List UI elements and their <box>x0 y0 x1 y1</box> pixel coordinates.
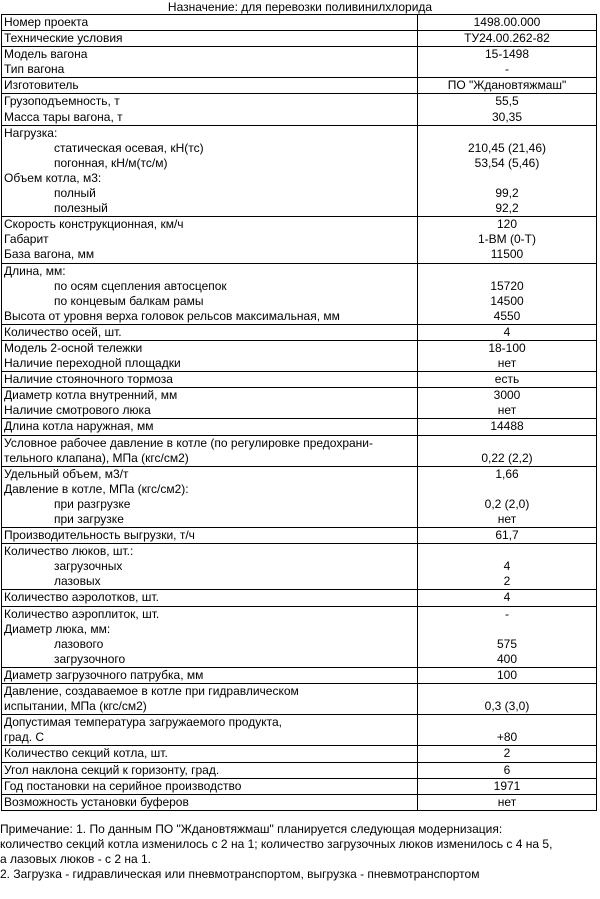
table-row <box>2 340 597 371</box>
notes-section <box>0 822 600 882</box>
spec-label: загрузочного <box>54 651 126 666</box>
spec-value-cell <box>418 778 597 794</box>
spec-value: 53,54 (5,46) <box>474 155 540 170</box>
table-row <box>2 47 597 78</box>
spec-label: Производительность выгрузки, т/ч <box>4 528 195 543</box>
spec-value-cell <box>418 667 597 683</box>
table-row <box>2 419 597 435</box>
spec-label: Количество осей, шт. <box>4 324 122 339</box>
spec-value: 55,5 <box>495 94 519 109</box>
spec-label-cell <box>2 544 418 590</box>
table-row <box>2 778 597 794</box>
spec-value: 210,45 (21,46) <box>467 140 547 155</box>
spec-label-cell <box>2 746 418 762</box>
spec-label-cell <box>2 94 418 125</box>
spec-label-cell <box>2 684 418 715</box>
spec-value: есть <box>494 372 520 387</box>
spec-label: Номер проекта <box>4 15 89 29</box>
spec-value-cell <box>418 715 597 746</box>
table-row <box>2 667 597 683</box>
spec-label-cell <box>2 419 418 435</box>
spec-label-cell <box>2 388 418 419</box>
spec-value-cell <box>418 684 597 715</box>
spec-value-cell <box>418 794 597 810</box>
spec-label-cell <box>2 778 418 794</box>
table-row <box>2 31 597 47</box>
spec-label-cell <box>2 15 418 31</box>
spec-value-cell <box>418 590 597 606</box>
spec-value: 14488 <box>490 419 524 434</box>
spec-value <box>420 171 594 186</box>
spec-label: Длина котла наружная, мм <box>4 419 154 434</box>
spec-label-cell <box>2 667 418 683</box>
spec-label: Условное рабочее давление в котле (по регулировке предохрани- <box>4 435 373 450</box>
spec-label: Давление в котле, МПа (кгс/см2): <box>4 481 189 496</box>
spec-value: +80 <box>496 730 518 745</box>
spec-label: град. С <box>4 730 45 745</box>
spec-value: 100 <box>496 667 518 682</box>
spec-label-cell <box>2 263 418 324</box>
spec-label: погонная, кН/м(тс/м) <box>54 155 168 170</box>
spec-value <box>420 684 594 699</box>
specs-table-body <box>2 15 597 811</box>
spec-label: Нагрузка: <box>4 125 58 140</box>
spec-value-cell <box>418 340 597 371</box>
spec-value: ПО "Ждановтяжмаш" <box>447 78 567 93</box>
spec-label: Диаметр загрузочного патрубка, мм <box>4 667 204 682</box>
spec-label: Наличие переходной площадки <box>4 356 181 371</box>
spec-label: База вагона, мм <box>4 247 95 262</box>
spec-label: Высота от уровня верха головок рельсов максимальная, мм <box>4 308 340 323</box>
spec-label: Тип вагона <box>4 62 65 77</box>
spec-value-cell <box>418 606 597 667</box>
spec-value: 400 <box>496 651 518 666</box>
spec-label: Угол наклона секций к горизонту, град. <box>4 762 220 777</box>
spec-value: 2 <box>503 574 511 589</box>
spec-label: Возможность установки буферов <box>4 794 189 809</box>
spec-value <box>420 715 594 730</box>
spec-label-cell <box>2 435 418 466</box>
table-row <box>2 544 597 590</box>
spec-label-cell <box>2 590 418 606</box>
spec-label-cell <box>2 606 418 667</box>
table-row <box>2 794 597 810</box>
spec-value: 6 <box>503 762 511 777</box>
spec-value <box>420 544 594 559</box>
spec-label: испытании, МПа (кгс/см2) <box>4 699 147 714</box>
spec-value: 18-100 <box>488 340 526 355</box>
spec-value: 61,7 <box>495 528 519 543</box>
spec-value-cell <box>418 419 597 435</box>
table-row <box>2 217 597 263</box>
table-row <box>2 466 597 527</box>
spec-value: 99,2 <box>495 186 519 201</box>
spec-value: 1498.00.000 <box>473 15 541 29</box>
spec-label: Модель вагона <box>4 47 88 62</box>
spec-value: 15-1498 <box>484 47 530 62</box>
spec-value: 14500 <box>490 293 524 308</box>
spec-label-cell <box>2 466 418 527</box>
spec-value-cell <box>418 372 597 388</box>
spec-value: 4550 <box>493 308 521 323</box>
table-row <box>2 388 597 419</box>
spec-value-cell <box>418 47 597 78</box>
spec-label: Давление, создаваемое в котле при гидравлическом <box>4 684 299 699</box>
spec-label: при разгрузке <box>54 496 131 511</box>
note-line: 2. Загрузка - гидравлическая или пневмотранспортом, выгрузка - пневмотранспортом <box>0 867 480 881</box>
spec-value: 92,2 <box>495 201 519 216</box>
table-row <box>2 15 597 31</box>
spec-value-cell <box>418 324 597 340</box>
spec-label: полный <box>54 186 96 201</box>
spec-value: 11500 <box>490 247 524 262</box>
spec-label: Масса тары вагона, т <box>4 109 123 124</box>
spec-value <box>420 482 594 497</box>
spec-label: лазовых <box>54 574 101 589</box>
table-row <box>2 435 597 466</box>
spec-value <box>420 264 594 279</box>
spec-value: 0,3 (3,0) <box>484 699 530 714</box>
spec-label: Количество аэролотков, шт. <box>4 590 159 605</box>
table-row <box>2 746 597 762</box>
spec-label: Наличие смотрового люка <box>4 403 151 418</box>
document-title: Назначение: для перевозки поливинилхлорида <box>167 0 433 14</box>
spec-value: нет <box>497 356 517 371</box>
spec-label-cell <box>2 528 418 544</box>
table-row <box>2 372 597 388</box>
spec-value: 120 <box>496 217 518 232</box>
table-row <box>2 590 597 606</box>
spec-label-cell <box>2 47 418 78</box>
spec-label: Диаметр люка, мм: <box>4 621 111 636</box>
table-row <box>2 715 597 746</box>
spec-label-cell <box>2 340 418 371</box>
spec-label: Грузоподъемность, т <box>4 94 120 109</box>
spec-value-cell <box>418 435 597 466</box>
spec-value-cell <box>418 388 597 419</box>
spec-value: 2 <box>503 746 511 761</box>
note-line: Примечание: 1. По данным ПО "Ждановтяжмаш" планируется следующая модернизация: <box>0 822 503 836</box>
spec-label: Удельный объем, м3/т <box>4 466 129 481</box>
spec-value-cell <box>418 31 597 47</box>
spec-value-cell <box>418 263 597 324</box>
spec-label: Длина, мм: <box>4 263 66 278</box>
spec-label: при загрузке <box>54 512 124 526</box>
spec-value-cell <box>418 125 597 217</box>
specs-table <box>1 14 597 811</box>
spec-label: по осям сцепления автосцепок <box>54 278 227 293</box>
spec-value: 4 <box>503 324 511 339</box>
spec-label: Год постановки на серийное производство <box>4 778 242 793</box>
table-row <box>2 94 597 125</box>
spec-label: полезный <box>54 201 108 216</box>
spec-label: Количество люков, шт.: <box>4 544 134 559</box>
spec-value: 575 <box>496 636 518 651</box>
note-line: а лазовых люков - с 2 на 1. <box>0 852 152 866</box>
spec-value-cell <box>418 94 597 125</box>
spec-label: Количество аэроплиток, шт. <box>4 606 160 621</box>
spec-value: - <box>505 62 509 77</box>
spec-value: 4 <box>503 590 511 605</box>
table-row <box>2 125 597 217</box>
spec-label-cell <box>2 372 418 388</box>
spec-label-cell <box>2 794 418 810</box>
spec-label-cell <box>2 217 418 263</box>
spec-value-cell <box>418 746 597 762</box>
spec-value <box>420 126 594 141</box>
spec-label-cell <box>2 31 418 47</box>
spec-label: Изготовитель <box>4 78 79 93</box>
spec-label: по концевым балкам рамы <box>54 293 204 308</box>
spec-value: 30,35 <box>491 109 523 124</box>
spec-label: Скорость конструкционная, км/ч <box>4 217 184 232</box>
spec-value: 0,2 (2,0) <box>484 496 530 511</box>
spec-label: статическая осевая, кН(тс) <box>54 140 204 155</box>
spec-label-cell <box>2 78 418 94</box>
spec-value-cell <box>418 15 597 31</box>
spec-value <box>420 622 594 637</box>
table-row <box>2 78 597 94</box>
spec-label-cell <box>2 324 418 340</box>
table-row <box>2 606 597 667</box>
spec-label: Диаметр котла внутренний, мм <box>4 388 178 403</box>
spec-value: 15720 <box>490 278 524 293</box>
spec-value-cell <box>418 544 597 590</box>
spec-value-cell <box>418 528 597 544</box>
spec-value-cell <box>418 217 597 263</box>
spec-value: - <box>505 606 509 621</box>
spec-value: 1971 <box>493 778 521 793</box>
spec-value <box>420 436 594 451</box>
note-line: количество секций котла изменилось с 2 на 1; количество загрузочных люков изменилось с 4 на 5, <box>0 837 553 851</box>
spec-label: загрузочных <box>54 559 123 574</box>
spec-value: нет <box>497 512 517 526</box>
spec-label: Допустимая температура загружаемого продукта, <box>4 715 282 730</box>
spec-value: нет <box>497 403 517 418</box>
spec-value: 4 <box>503 559 511 574</box>
spec-label: Наличие стояночного тормоза <box>4 372 173 387</box>
table-row <box>2 324 597 340</box>
spec-label: Технические условия <box>4 31 123 46</box>
spec-label: Объем котла, м3: <box>4 170 102 185</box>
table-row <box>2 684 597 715</box>
spec-label: лазового <box>54 636 104 651</box>
spec-label: Модель 2-осной тележки <box>4 340 143 355</box>
spec-label: Количество секций котла, шт. <box>4 746 168 761</box>
table-row <box>2 762 597 778</box>
table-row <box>2 528 597 544</box>
spec-value: 3000 <box>493 388 521 403</box>
spec-value: 1-ВМ (0-Т) <box>478 232 536 247</box>
spec-value: 0,22 (2,2) <box>481 450 533 465</box>
spec-label-cell <box>2 125 418 217</box>
spec-value: 1,66 <box>495 466 519 481</box>
spec-value: нет <box>497 794 517 809</box>
spec-value-cell <box>418 466 597 527</box>
spec-value-cell <box>418 762 597 778</box>
spec-value: ТУ24.00.262-82 <box>464 31 550 46</box>
spec-label: тельного клапана), МПа (кгс/см2) <box>4 450 189 465</box>
table-row <box>2 263 597 324</box>
spec-label-cell <box>2 715 418 746</box>
spec-label-cell <box>2 762 418 778</box>
spec-value-cell <box>418 78 597 94</box>
spec-label: Габарит <box>4 232 49 247</box>
